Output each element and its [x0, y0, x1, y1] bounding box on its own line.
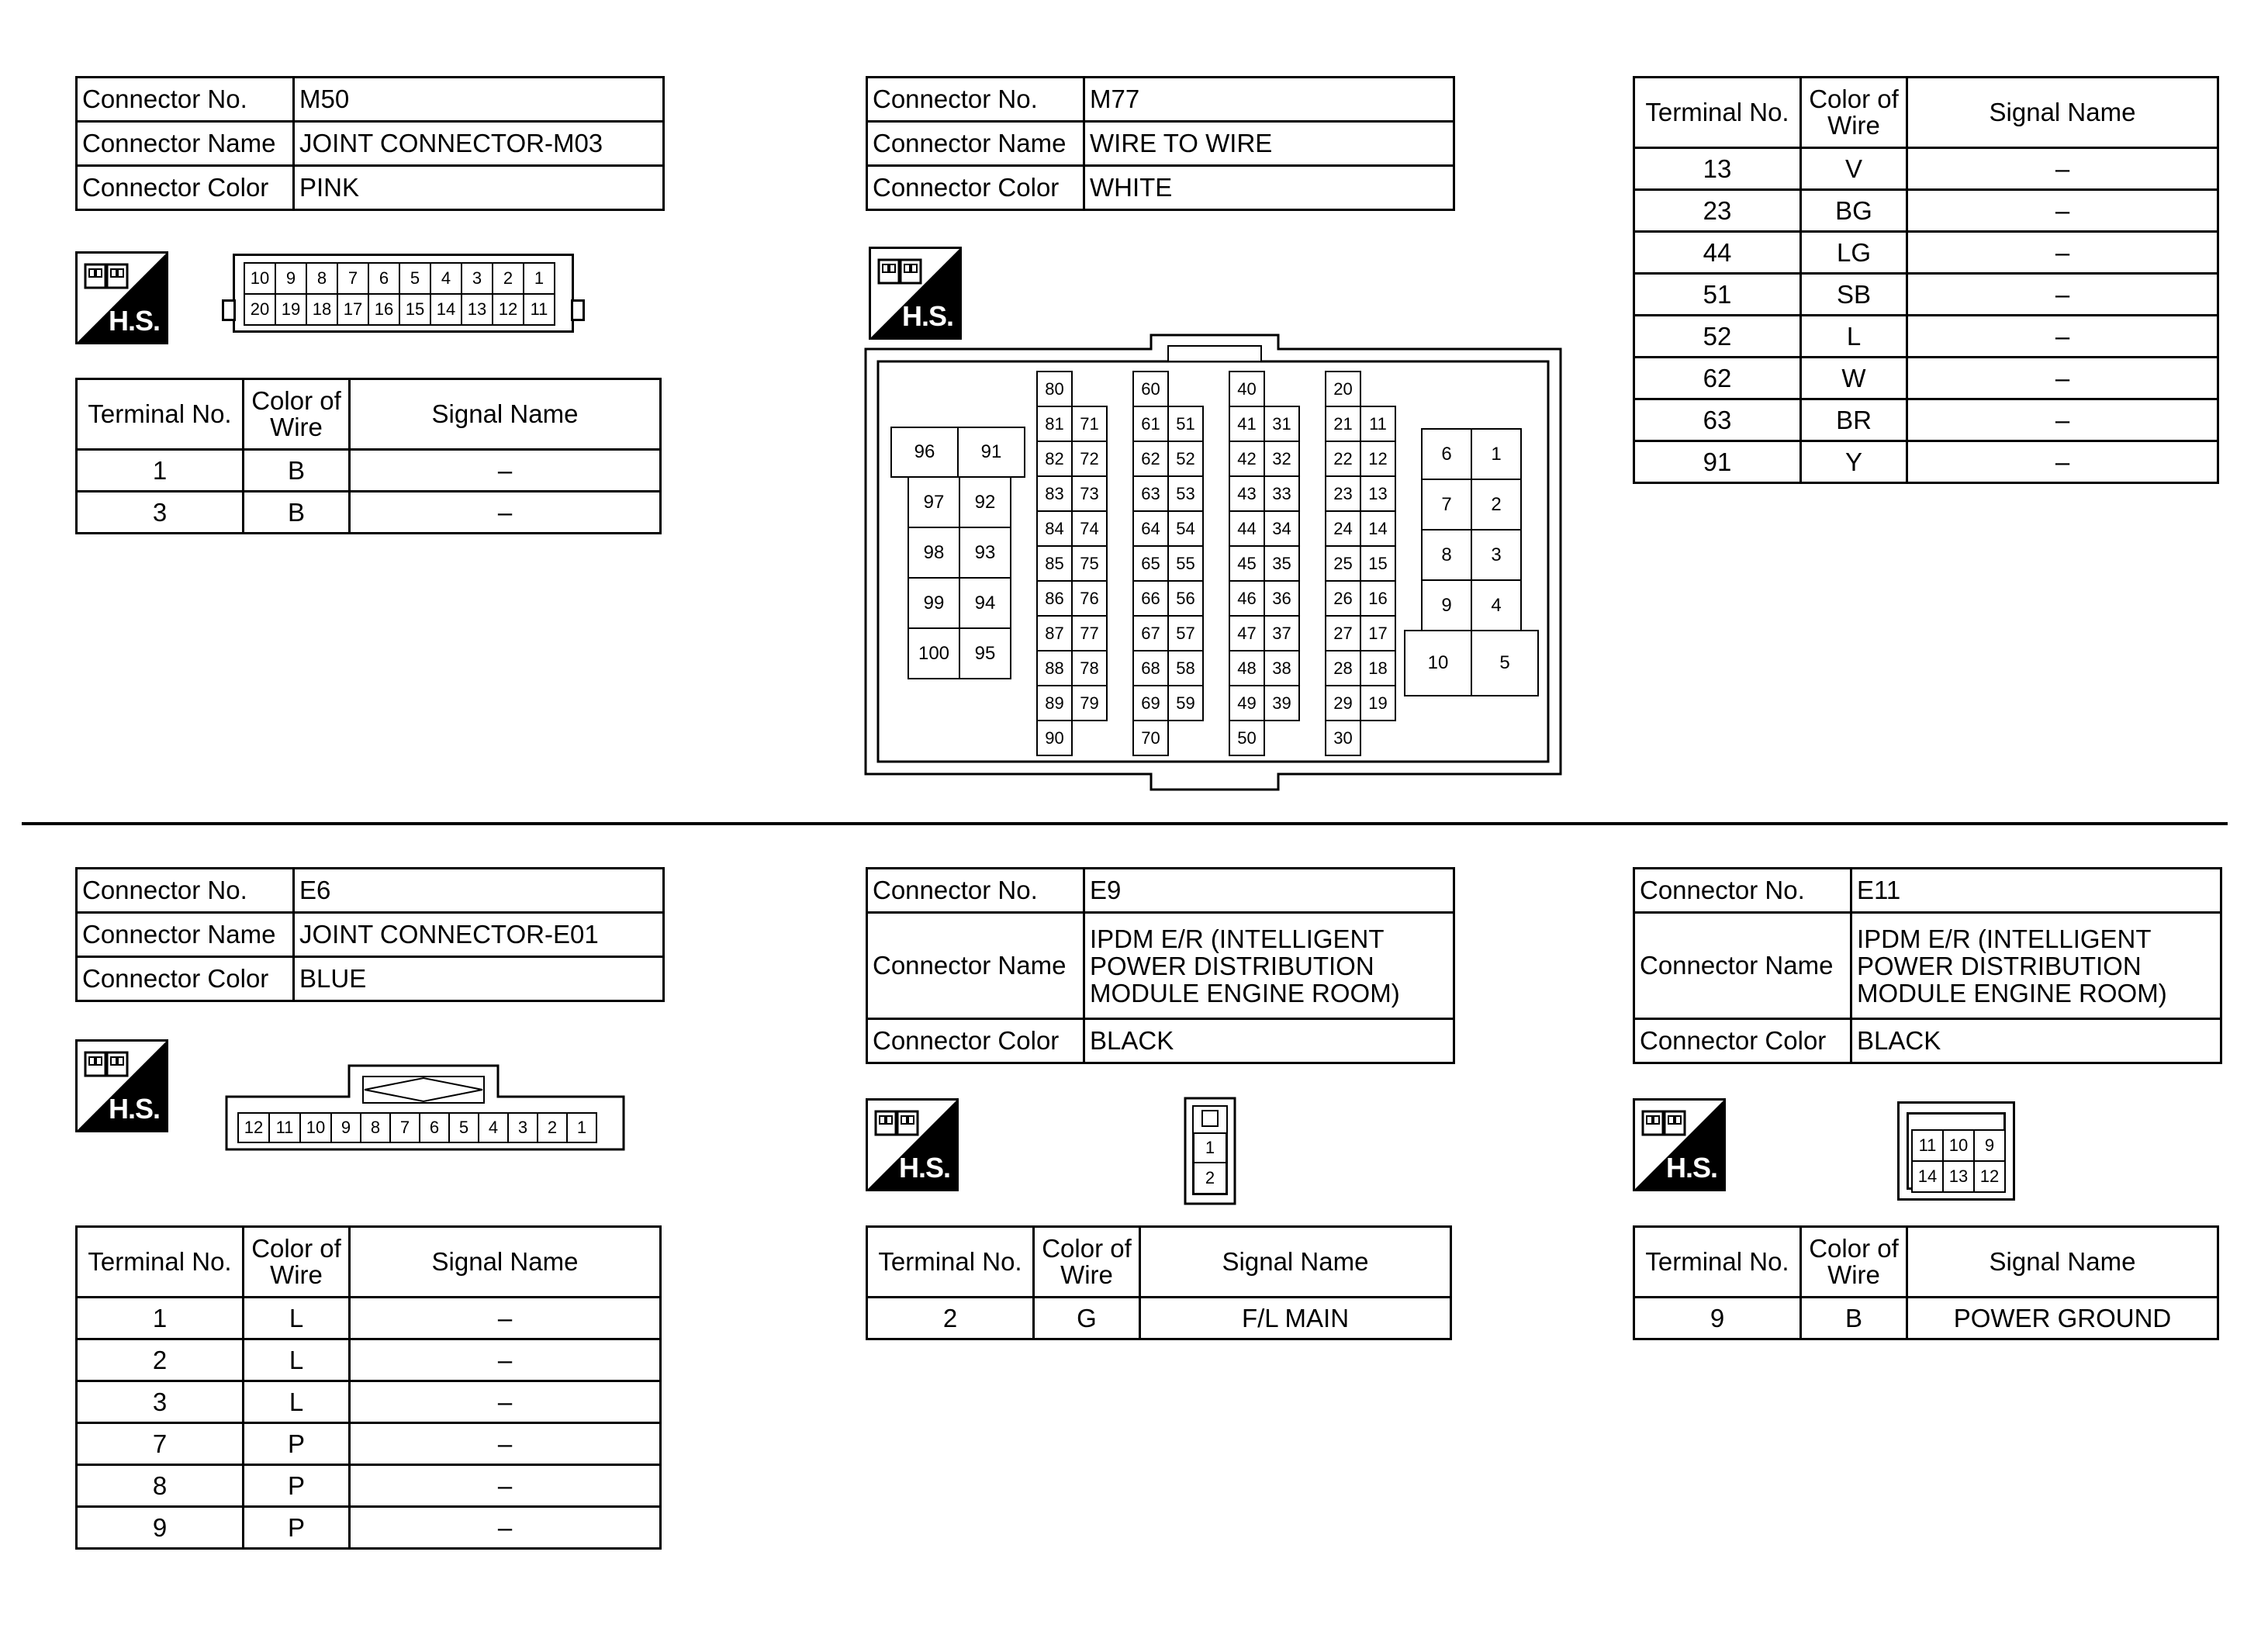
wire-color: V [1801, 148, 1907, 190]
connector-pin: 31 [1264, 406, 1300, 442]
connector-name-label: Connector Name [77, 122, 294, 166]
signal-name: – [350, 1507, 661, 1549]
connector-pin: 16 [368, 293, 400, 326]
connector-pin: 94 [959, 577, 1011, 629]
connector-pin: 6 [1421, 428, 1472, 480]
connector-pin: 49 [1229, 685, 1265, 721]
hs-badge-icon [869, 247, 962, 340]
signal-name: – [1907, 190, 2218, 232]
terminal-no: 91 [1634, 441, 1801, 483]
table-row [1634, 316, 2218, 358]
connector-pin: 10 [244, 262, 276, 295]
connector-pin: 7 [337, 262, 369, 295]
connector-pin: 18 [1360, 650, 1396, 686]
connector-pin: 12 [1973, 1160, 2006, 1193]
terminal-no: 8 [77, 1465, 244, 1507]
connector-name-value: JOINT CONNECTOR-M03 [294, 122, 664, 166]
terminal-no: 13 [1634, 148, 1801, 190]
e9-pin: 1 [1193, 1132, 1227, 1163]
connector-pin: 41 [1229, 406, 1265, 442]
connector-no-label: Connector No. [867, 78, 1084, 122]
connector-pin: 33 [1264, 475, 1300, 512]
connector-color-value: PINK [294, 166, 664, 210]
connector-pin: 13 [1360, 475, 1396, 512]
connector-color-label: Connector Color [77, 957, 294, 1001]
connector-pin: 75 [1071, 545, 1108, 582]
connector-pin: 91 [957, 427, 1025, 478]
connector-pin: 13 [1942, 1160, 1975, 1193]
connector-pin: 17 [1360, 615, 1396, 651]
connector-pin: 67 [1132, 615, 1169, 651]
connector-color-value: WHITE [1084, 166, 1454, 210]
connector-pin: 99 [908, 577, 960, 629]
hs-label: H.S. [1665, 1152, 1717, 1184]
connector-pin: 16 [1360, 580, 1396, 617]
wire-color: P [244, 1423, 350, 1465]
m50-terminal-table [75, 378, 662, 534]
connector-pin: 3 [461, 262, 493, 295]
connector-pin: 73 [1071, 475, 1108, 512]
m50-face-tab-left [222, 299, 236, 321]
connector-pin: 48 [1229, 650, 1265, 686]
table-row [1634, 274, 2218, 316]
connector-pin: 10 [1942, 1129, 1975, 1162]
signal-name-header: Signal Name [1907, 78, 2218, 148]
table-row [77, 492, 661, 534]
connector-no-value: M50 [294, 78, 664, 122]
connector-color-label: Connector Color [867, 1019, 1084, 1063]
connector-pin: 36 [1264, 580, 1300, 617]
connector-pin: 63 [1132, 475, 1169, 512]
signal-name: – [350, 1298, 661, 1339]
connector-pin: 23 [1325, 475, 1361, 512]
wire-color: BR [1801, 399, 1907, 441]
connector-pin: 82 [1036, 441, 1073, 477]
terminal-no: 9 [77, 1507, 244, 1549]
terminal-no-header: Terminal No. [1634, 78, 1801, 148]
terminal-no: 52 [1634, 316, 1801, 358]
connector-pin: 8 [360, 1112, 391, 1143]
wire-color: W [1801, 358, 1907, 399]
table-row [77, 1339, 661, 1381]
connector-pin: 8 [306, 262, 338, 295]
terminal-no: 63 [1634, 399, 1801, 441]
connector-icon [877, 255, 925, 289]
connector-pin: 26 [1325, 580, 1361, 617]
connector-pin: 10 [1404, 630, 1472, 696]
e11-info-table [1633, 867, 2222, 1064]
connector-pin: 12 [492, 293, 524, 326]
connector-pin: 9 [1973, 1129, 2006, 1162]
hs-label: H.S. [901, 300, 953, 332]
connector-pin: 50 [1229, 720, 1265, 756]
connector-pin: 6 [368, 262, 400, 295]
signal-name-header: Signal Name [1140, 1227, 1451, 1298]
connector-pin: 85 [1036, 545, 1073, 582]
table-row [77, 1465, 661, 1507]
connector-pin: 2 [537, 1112, 568, 1143]
connector-pin: 78 [1071, 650, 1108, 686]
connector-pin: 87 [1036, 615, 1073, 651]
connector-pin: 39 [1264, 685, 1300, 721]
wire-color: Y [1801, 441, 1907, 483]
connector-pin: 83 [1036, 475, 1073, 512]
connector-pin: 6 [419, 1112, 450, 1143]
connector-pin: 98 [908, 527, 960, 579]
terminal-no-header: Terminal No. [1634, 1227, 1801, 1298]
connector-pin: 22 [1325, 441, 1361, 477]
connector-pin: 65 [1132, 545, 1169, 582]
connector-pin: 5 [399, 262, 431, 295]
connector-pin: 2 [492, 262, 524, 295]
hs-label: H.S. [108, 1093, 160, 1125]
terminal-no: 62 [1634, 358, 1801, 399]
signal-name: – [1907, 316, 2218, 358]
terminal-no-header: Terminal No. [77, 379, 244, 450]
wire-color: P [244, 1507, 350, 1549]
wire-color: B [244, 450, 350, 492]
hs-badge-icon [866, 1098, 959, 1191]
connector-pin: 34 [1264, 510, 1300, 547]
connector-pin: 89 [1036, 685, 1073, 721]
e9-pin: 2 [1193, 1162, 1227, 1194]
e6-terminal-table [75, 1225, 662, 1550]
connector-pin: 79 [1071, 685, 1108, 721]
connector-pin: 57 [1167, 615, 1204, 651]
connector-icon [874, 1107, 922, 1141]
connector-pin: 27 [1325, 615, 1361, 651]
terminal-no: 23 [1634, 190, 1801, 232]
connector-pin: 90 [1036, 720, 1073, 756]
signal-name: – [350, 492, 661, 534]
signal-name: – [1907, 274, 2218, 316]
connector-pin: 60 [1132, 371, 1169, 407]
terminal-no-header: Terminal No. [77, 1227, 244, 1298]
connector-no-value: M77 [1084, 78, 1454, 122]
connector-pin: 15 [399, 293, 431, 326]
connector-icon [84, 1048, 132, 1082]
wire-color: B [1801, 1298, 1907, 1339]
connector-pin: 28 [1325, 650, 1361, 686]
e9-info-table [866, 867, 1455, 1064]
connector-pin: 10 [299, 1112, 332, 1143]
connector-color-label: Connector Color [77, 166, 294, 210]
connector-pin: 70 [1132, 720, 1169, 756]
signal-name: – [1907, 441, 2218, 483]
terminal-no: 3 [77, 1381, 244, 1423]
connector-pin: 42 [1229, 441, 1265, 477]
connector-pin: 3 [1471, 529, 1522, 581]
connector-pin: 53 [1167, 475, 1204, 512]
connector-color-value: BLUE [294, 957, 664, 1001]
connector-pin: 15 [1360, 545, 1396, 582]
color-of-wire-header: Color of Wire [1034, 1227, 1140, 1298]
connector-pin: 1 [1471, 428, 1522, 480]
table-row [1634, 190, 2218, 232]
connector-pin: 55 [1167, 545, 1204, 582]
connector-pin: 56 [1167, 580, 1204, 617]
connector-pin: 24 [1325, 510, 1361, 547]
wire-color: G [1034, 1298, 1140, 1339]
connector-pin: 88 [1036, 650, 1073, 686]
connector-pin: 4 [1471, 579, 1522, 631]
connector-pin: 64 [1132, 510, 1169, 547]
connector-no-value: E11 [1851, 869, 2221, 913]
signal-name: – [1907, 148, 2218, 190]
connector-pin: 25 [1325, 545, 1361, 582]
connector-pin: 80 [1036, 371, 1073, 407]
connector-pin: 1 [523, 262, 555, 295]
connector-pin: 12 [237, 1112, 270, 1143]
wire-color: P [244, 1465, 350, 1507]
connector-pin: 59 [1167, 685, 1204, 721]
connector-pin: 81 [1036, 406, 1073, 442]
terminal-no: 7 [77, 1423, 244, 1465]
table-row [1634, 148, 2218, 190]
connector-pin: 12 [1360, 441, 1396, 477]
connector-pin: 76 [1071, 580, 1108, 617]
connector-pin: 3 [507, 1112, 538, 1143]
connector-pin: 86 [1036, 580, 1073, 617]
connector-pin: 11 [1360, 406, 1396, 442]
connector-pin: 69 [1132, 685, 1169, 721]
terminal-no: 51 [1634, 274, 1801, 316]
m50-face-tab-right [571, 299, 585, 321]
wire-color: L [1801, 316, 1907, 358]
connector-pin: 21 [1325, 406, 1361, 442]
connector-pin: 17 [337, 293, 369, 326]
connector-name-label: Connector Name [867, 913, 1084, 1019]
wire-color: L [244, 1298, 350, 1339]
table-row [77, 1423, 661, 1465]
connector-pin: 14 [1360, 510, 1396, 547]
connector-pin: 92 [959, 476, 1011, 528]
signal-name-header: Signal Name [350, 379, 661, 450]
connector-pin: 77 [1071, 615, 1108, 651]
connector-icon [1641, 1107, 1689, 1141]
table-row [1634, 232, 2218, 274]
color-of-wire-header: Color of Wire [244, 379, 350, 450]
connector-no-label: Connector No. [1634, 869, 1851, 913]
terminal-no: 9 [1634, 1298, 1801, 1339]
signal-name: – [350, 1465, 661, 1507]
connector-pin: 51 [1167, 406, 1204, 442]
connector-pin: 58 [1167, 650, 1204, 686]
connector-pin: 14 [1911, 1160, 1944, 1193]
connector-pin: 14 [430, 293, 462, 326]
connector-pin: 29 [1325, 685, 1361, 721]
table-row [77, 1298, 661, 1339]
m77-terminal-table [1633, 76, 2219, 484]
connector-pin: 74 [1071, 510, 1108, 547]
hs-badge-icon [75, 1039, 168, 1132]
terminal-no: 44 [1634, 232, 1801, 274]
table-row [77, 450, 661, 492]
color-of-wire-header: Color of Wire [244, 1227, 350, 1298]
wire-color: L [244, 1339, 350, 1381]
connector-pin: 20 [1325, 371, 1361, 407]
signal-name: – [1907, 358, 2218, 399]
connector-no-label: Connector No. [867, 869, 1084, 913]
connector-pin: 93 [959, 527, 1011, 579]
color-of-wire-header: Color of Wire [1801, 1227, 1907, 1298]
wire-color: B [244, 492, 350, 534]
wire-color: SB [1801, 274, 1907, 316]
connector-pin: 44 [1229, 510, 1265, 547]
connector-color-value: BLACK [1084, 1019, 1454, 1063]
terminal-no: 2 [867, 1298, 1034, 1339]
table-row [77, 1381, 661, 1423]
connector-pin: 7 [389, 1112, 420, 1143]
connector-pin: 18 [306, 293, 338, 326]
connector-pin: 4 [430, 262, 462, 295]
connector-pin: 11 [523, 293, 555, 326]
connector-no-label: Connector No. [77, 869, 294, 913]
section-divider [22, 822, 2228, 825]
hs-badge-icon [75, 251, 168, 344]
table-row [77, 1507, 661, 1549]
connector-pin: 4 [478, 1112, 509, 1143]
connector-name-value: IPDM E/R (INTELLIGENT POWER DISTRIBUTION MODULE ENGINE ROOM) [1851, 913, 2221, 1019]
connector-pin: 84 [1036, 510, 1073, 547]
connector-pin: 66 [1132, 580, 1169, 617]
connector-pin: 97 [908, 476, 960, 528]
connector-pin: 9 [330, 1112, 361, 1143]
table-row [1634, 399, 2218, 441]
wire-color: L [244, 1381, 350, 1423]
terminal-no: 3 [77, 492, 244, 534]
signal-name: – [1907, 399, 2218, 441]
connector-pin: 47 [1229, 615, 1265, 651]
connector-name-value: IPDM E/R (INTELLIGENT POWER DISTRIBUTION MODULE ENGINE ROOM) [1084, 913, 1454, 1019]
connector-pin: 72 [1071, 441, 1108, 477]
signal-name-header: Signal Name [350, 1227, 661, 1298]
connector-pin: 68 [1132, 650, 1169, 686]
signal-name: – [350, 1423, 661, 1465]
hs-label: H.S. [108, 305, 160, 337]
color-of-wire-header: Color of Wire [1801, 78, 1907, 148]
connector-name-value: WIRE TO WIRE [1084, 122, 1454, 166]
connector-pin: 96 [890, 427, 959, 478]
connector-pin: 9 [275, 262, 307, 295]
e11-terminal-table [1633, 1225, 2219, 1340]
table-row [1634, 358, 2218, 399]
signal-name: – [350, 1381, 661, 1423]
connector-color-value: BLACK [1851, 1019, 2221, 1063]
connector-pin: 8 [1421, 529, 1472, 581]
connector-pin: 30 [1325, 720, 1361, 756]
connector-pin: 11 [1911, 1129, 1944, 1162]
connector-pin: 46 [1229, 580, 1265, 617]
e6-info-table [75, 867, 665, 1002]
connector-pin: 2 [1471, 479, 1522, 531]
connector-name-value: JOINT CONNECTOR-E01 [294, 913, 664, 957]
hs-label: H.S. [898, 1152, 950, 1184]
connector-color-label: Connector Color [867, 166, 1084, 210]
connector-name-label: Connector Name [1634, 913, 1851, 1019]
e9-terminal-table [866, 1225, 1452, 1340]
connector-pin: 95 [959, 627, 1011, 679]
connector-pin: 1 [566, 1112, 597, 1143]
signal-name: – [350, 450, 661, 492]
connector-pin: 20 [244, 293, 276, 326]
connector-pin: 71 [1071, 406, 1108, 442]
terminal-no: 2 [77, 1339, 244, 1381]
connector-name-label: Connector Name [867, 122, 1084, 166]
connector-pin: 13 [461, 293, 493, 326]
signal-name: – [1907, 232, 2218, 274]
connector-pin: 54 [1167, 510, 1204, 547]
connector-pin: 9 [1421, 579, 1472, 631]
signal-name-header: Signal Name [1907, 1227, 2218, 1298]
hs-badge-icon [1633, 1098, 1726, 1191]
terminal-no-header: Terminal No. [867, 1227, 1034, 1298]
wire-color: BG [1801, 190, 1907, 232]
connector-pin: 7 [1421, 479, 1472, 531]
connector-pin: 62 [1132, 441, 1169, 477]
connector-no-value: E6 [294, 869, 664, 913]
connector-pin: 11 [268, 1112, 301, 1143]
m77-info-table [866, 76, 1455, 211]
connector-pin: 61 [1132, 406, 1169, 442]
connector-no-label: Connector No. [77, 78, 294, 122]
signal-name: – [350, 1339, 661, 1381]
signal-name: POWER GROUND [1907, 1298, 2218, 1339]
connector-no-value: E9 [1084, 869, 1454, 913]
connector-color-label: Connector Color [1634, 1019, 1851, 1063]
terminal-no: 1 [77, 1298, 244, 1339]
connector-pin: 35 [1264, 545, 1300, 582]
connector-pin: 19 [275, 293, 307, 326]
connector-pin: 19 [1360, 685, 1396, 721]
connector-pin: 5 [1471, 630, 1539, 696]
connector-icon [84, 260, 132, 294]
m50-info-table [75, 76, 665, 211]
connector-pin: 5 [448, 1112, 479, 1143]
connector-pin: 45 [1229, 545, 1265, 582]
connector-pin: 37 [1264, 615, 1300, 651]
connector-pin: 32 [1264, 441, 1300, 477]
terminal-no: 1 [77, 450, 244, 492]
table-row [867, 1298, 1451, 1339]
connector-pin: 40 [1229, 371, 1265, 407]
wire-color: LG [1801, 232, 1907, 274]
table-row [1634, 441, 2218, 483]
connector-pin: 38 [1264, 650, 1300, 686]
connector-name-label: Connector Name [77, 913, 294, 957]
connector-pin: 100 [908, 627, 960, 679]
signal-name: F/L MAIN [1140, 1298, 1451, 1339]
connector-pin: 43 [1229, 475, 1265, 512]
table-row [1634, 1298, 2218, 1339]
connector-pin: 52 [1167, 441, 1204, 477]
